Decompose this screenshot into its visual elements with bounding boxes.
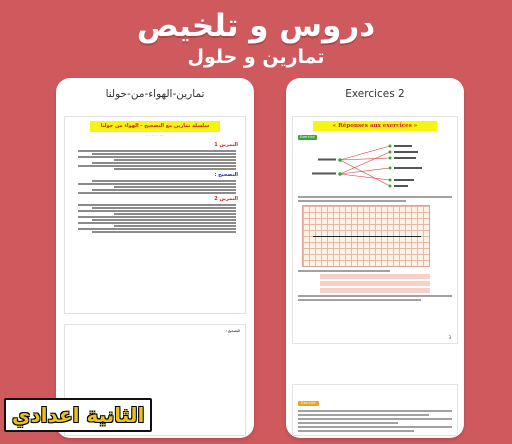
page-subtitle: تمارين و حلول: [187, 46, 325, 68]
text-line: [92, 231, 236, 233]
text-line: [78, 228, 236, 230]
text-line: [114, 168, 236, 170]
document-banner: سلسلة تمارين مع التصحيح - الهواء من حولنا: [90, 121, 220, 132]
text-line: [114, 225, 236, 227]
divider: - - - - - - -: [146, 133, 164, 138]
document-preview: [292, 116, 458, 344]
text-line: [78, 156, 236, 158]
text-line: [92, 207, 236, 209]
formula-box: [320, 288, 430, 293]
text-line: [298, 430, 414, 432]
text-line: [78, 183, 236, 185]
text-line: [92, 180, 236, 182]
text-line: [92, 162, 236, 164]
text-line: [114, 213, 236, 215]
formula-box: [320, 281, 430, 286]
text-line: [78, 150, 236, 152]
section-heading: التمرين 2: [214, 196, 238, 202]
section-heading: التمرين 1: [214, 142, 238, 148]
document-card-exercices-2[interactable]: [286, 78, 464, 438]
page-title: دروس و تلخيص: [136, 8, 376, 44]
text-line: [298, 295, 452, 297]
card-title: تمارين-الهواء-من-حولنا: [105, 88, 205, 100]
text-line: [298, 418, 452, 420]
text-line: [114, 186, 236, 188]
text-line: [298, 422, 398, 424]
text-line: [298, 196, 452, 198]
page-number: 3: [448, 335, 451, 340]
formula-box: [320, 274, 430, 279]
text-line: [298, 270, 390, 272]
document-preview: [64, 116, 246, 314]
exercise-tag: Exercice: [300, 135, 315, 139]
text-line: [78, 204, 236, 206]
text-line: [298, 299, 421, 301]
text-line: [298, 410, 452, 412]
text-line: [92, 189, 236, 191]
section-heading: التصحيح :: [225, 329, 240, 333]
text-line: [298, 200, 406, 202]
grade-level-badge: الثانية اعدادي: [4, 398, 152, 432]
text-line: [92, 153, 236, 155]
ray-diagram-grid: [302, 205, 430, 267]
matching-diagram: [298, 140, 448, 190]
text-line: [78, 192, 236, 194]
text-line: [78, 216, 236, 218]
text-line: [78, 165, 236, 167]
text-line: [298, 426, 452, 428]
card-title: Exercices 2: [345, 88, 405, 100]
exercise-tag: Exercice: [298, 401, 319, 406]
text-line: [298, 414, 429, 416]
document-preview-page-2: [292, 384, 458, 436]
section-heading: التصحيح :: [214, 172, 238, 178]
document-banner: « Réponses aux exercices »: [313, 121, 437, 131]
text-line: [114, 159, 236, 161]
document-card-air-exercises[interactable]: [56, 78, 254, 438]
text-line: [78, 210, 236, 212]
text-line: [92, 219, 236, 221]
text-line: [78, 222, 236, 224]
